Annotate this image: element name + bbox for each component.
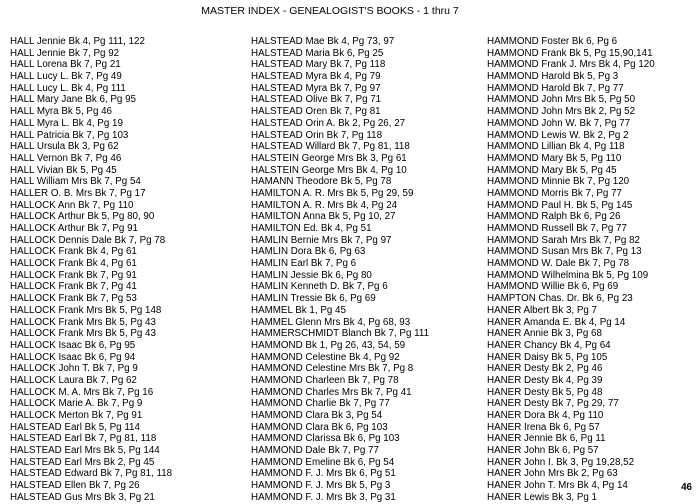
index-entry: HALSTEAD Earl Mrs Bk 2, Pg 45	[10, 456, 155, 468]
index-entry: HALLOCK Marie A. Bk 7, Pg 9	[10, 398, 143, 410]
index-entry: HAMMOND Clara Bk 6, Pg 103	[251, 421, 388, 433]
index-entry: HALSTEAD Gus Mrs Bk 3, Pg 21	[10, 491, 155, 503]
index-entry: HAMMOND Frank Bk 5, Pg 15,90,141	[487, 47, 653, 59]
index-column-3	[487, 36, 655, 504]
index-entry: HAMMOND Lillian Bk 4, Pg 118	[487, 141, 625, 153]
index-entry: HALL Lorena Bk 7, Pg 21	[10, 59, 121, 71]
index-entry: HAMMOND Paul H. Bk 5, Pg 145	[487, 199, 633, 211]
index-entry: HAMMOND Russell Bk 7, Pg 77	[487, 223, 627, 234]
page-number: 46	[681, 482, 692, 493]
index-entry: HAMMOND Mary Bk 5, Pg 110	[487, 152, 622, 164]
index-entry: HALLOCK Frank Bk 4, Pg 61	[10, 246, 137, 258]
index-entry: HALLOCK Frank Bk 7, Pg 91	[10, 269, 137, 281]
index-entry: HANER John I. Bk 3, Pg 19,28,52	[487, 456, 635, 468]
index-entry: HAMMOND Ralph Bk 6, Pg 26	[487, 211, 621, 223]
index-entry: HAMMOND Foster Bk 6, Pg 6	[487, 36, 618, 47]
index-entry: HAMMOND John W. Bk 7, Pg 77	[487, 117, 631, 129]
index-entry: HALSTEIN George Mrs Bk 3, Pg 61	[251, 152, 407, 164]
index-entry: HAMMERSCHMIDT Blanch Bk 7, Pg 111	[251, 328, 430, 340]
index-entry: HALSTEAD Myra Bk 4, Pg 79	[251, 71, 381, 83]
index-entry: HAMMOND Mary Bk 5, Pg 45	[487, 164, 617, 176]
index-entry: HALSTEAD Orin Bk 7, Pg 118	[251, 129, 383, 141]
index-entry: HAMMOND Charlie Bk 7, Pg 77	[251, 398, 390, 410]
index-entry: HAMLIN Kenneth D. Bk 7, Pg 6	[251, 281, 388, 293]
index-entry: HALLOCK Frank Mrs Bk 5, Pg 148	[10, 304, 162, 316]
index-entry: HAMLIN Bernie Mrs Bk 7, Pg 97	[251, 234, 392, 246]
index-entry: HAMMOND Celestine Bk 4, Pg 92	[251, 351, 400, 363]
index-entry: HALLOCK Frank Mrs Bk 5, Pg 43	[10, 328, 156, 340]
index-entry: HANER Jennie Bk 6, Pg 11	[487, 433, 606, 445]
index-entry: HANER Annie Bk 3, Pg 68	[487, 328, 602, 340]
index-entry: HAMMOND W. Dale Bk 7, Pg 78	[487, 258, 630, 270]
index-entry: HALL Lucy L. Bk 7, Pg 49	[10, 71, 122, 83]
index-entry: HAMMOND Dale Bk 7, Pg 77	[251, 445, 379, 457]
index-column-2	[251, 36, 429, 504]
index-entry: HALL Vivian Bk 5, Pg 45	[10, 164, 117, 176]
index-entry: HALLOCK Arthur Bk 7, Pg 91	[10, 223, 138, 234]
index-entry: HANER John Mrs Bk 2, Pg 63	[487, 468, 618, 480]
index-entry: HALSTEAD Earl Bk 7, Pg 81, 118	[10, 433, 157, 445]
index-entry: HALLOCK Arthur Bk 5, Pg 80, 90	[10, 211, 155, 223]
index-entry: HALSTEAD Earl Bk 5, Pg 114	[10, 421, 140, 433]
index-entry: HANER Lewis Bk 3, Pg 1	[487, 491, 597, 503]
index-entry: HALSTEAD Oren Bk 7, Pg 81	[251, 106, 381, 118]
index-entry: HAMMOND F. J. Mrs Bk 6, Pg 51	[251, 468, 396, 480]
index-entry: HALL Mary Jane Bk 6, Pg 95	[10, 94, 136, 106]
index-entry: HALL Myra L. Bk 4, Pg 19	[10, 117, 123, 129]
index-entry: HAMMOND Morris Bk 7, Pg 77	[487, 187, 623, 199]
index-entry: HALLOCK Dennis Dale Bk 7, Pg 78	[10, 234, 166, 246]
index-entry: HALSTEAD Maria Bk 6, Pg 25	[251, 47, 384, 59]
index-entry: HALLOCK Frank Bk 4, Pg 61	[10, 258, 137, 270]
index-entry: HANER Desty Bk 2, Pg 46	[487, 363, 603, 375]
index-entry: HALLOCK Isaac Bk 6, Pg 95	[10, 339, 136, 351]
index-entry: HANER John T. Mrs Bk 4, Pg 14	[487, 480, 628, 492]
index-entry: HALL Ursula Bk 3, Pg 62	[10, 141, 119, 153]
index-entry: HANER Irena Bk 6, Pg 57	[487, 421, 600, 433]
index-entry: HANER Amanda E. Bk 4, Pg 14	[487, 316, 626, 328]
index-entry: HALLOCK Ann Bk 7, Pg 110	[10, 199, 134, 211]
index-entry: HANER Chancy Bk 4, Pg 64	[487, 339, 611, 351]
index-entry: HALLOCK Frank Bk 7, Pg 41	[10, 281, 137, 293]
index-entry: HAMMOND Emeline Bk 6, Pg 54	[251, 456, 395, 468]
index-entry: HANER Dora Bk 4, Pg 110	[487, 410, 604, 421]
index-entry: HAMMOND Frank J. Mrs Bk 4, Pg 120	[487, 59, 655, 71]
index-entry: HAMLIN Dora Bk 6, Pg 63	[251, 246, 366, 258]
index-entry: HAMMOND Wilhelmina Bk 5, Pg 109	[487, 269, 649, 281]
index-entry: HAMMOND Charleen Bk 7, Pg 78	[251, 374, 399, 386]
index-entry: HALLOCK Isaac Bk 6, Pg 94	[10, 351, 136, 363]
index-entry: HAMMOND John Mrs Bk 5, Pg 50	[487, 94, 636, 106]
index-entry: HAMMEL Bk 1, Pg 45	[251, 304, 346, 316]
index-entry: HAMMOND Clarissa Bk 6, Pg 103	[251, 433, 400, 445]
index-entry: HAMMOND Harold Bk 5, Pg 3	[487, 71, 619, 83]
index-entry: HAMMOND F. J. Mrs Bk 3, Pg 31	[251, 491, 396, 503]
index-entry: HAMMOND John Mrs Bk 2, Pg 52	[487, 106, 636, 118]
index-entry: HAMILTON A. R. Mrs Bk 4, Pg 24	[251, 199, 398, 211]
index-entry: HAMMOND Celestine Mrs Bk 7, Pg 8	[251, 363, 414, 375]
index-entry: HAMMOND Willie Bk 6, Pg 69	[487, 281, 619, 293]
index-entry: HALSTEAD Willard Bk 7, Pg 81, 118	[251, 141, 410, 153]
index-entry: HAMMEL Glenn Mrs Bk 4, Pg 68, 93	[251, 316, 411, 328]
index-entry: HANER John Bk 6, Pg 57	[487, 445, 599, 457]
index-entry: HAMLIN Earl Bk 7, Pg 6	[251, 258, 357, 270]
index-entry: HAMILTON Ed. Bk 4, Pg 51	[251, 223, 372, 234]
index-entry: HAMPTON Chas. Dr. Bk 6, Pg 23	[487, 293, 633, 305]
index-entry: HALSTEAD Edward Bk 7, Pg 81, 118	[10, 468, 173, 480]
index-entry: HAMMOND Sarah Mrs Bk 7, Pg 82	[487, 234, 640, 246]
index-entry: HALLOCK John T. Bk 7, Pg 9	[10, 363, 138, 375]
index-entry: HALSTEAD Orin A. Bk 2, Pg 26, 27	[251, 117, 406, 129]
index-entry: HANER Desty Bk 5, Pg 48	[487, 386, 603, 398]
index-entry: HAMMOND Bk 1, Pg 26, 43, 54, 59	[251, 339, 406, 351]
index-entry: HAMILTON A. R. Mrs Bk 5, Pg 29, 59	[251, 187, 414, 199]
index-entry: HALLOCK M. A. Mrs Bk 7, Pg 16	[10, 386, 154, 398]
index-entry: HAMLIN Jessie Bk 6, Pg 80	[251, 269, 372, 281]
index-entry: HALLOCK Merton Bk 7, Pg 91	[10, 410, 143, 421]
index-entry: HALLER O. B. Mrs Bk 7, Pg 17	[10, 187, 146, 199]
index-entry: HALL Lucy L. Bk 4, Pg 111	[10, 82, 126, 94]
index-entry: HAMMOND Minnie Bk 7, Pg 120	[487, 176, 630, 188]
index-entry: HANER Desty Bk 4, Pg 39	[487, 374, 603, 386]
index-column-1	[10, 36, 172, 504]
index-entry: HALL Jennie Bk 4, Pg 111, 122	[10, 36, 145, 47]
page-title: MASTER INDEX - GENEALOGIST'S BOOKS - 1 thru 7	[201, 5, 459, 17]
index-entry: HALL Patricia Bk 7, Pg 103	[10, 129, 129, 141]
index-entry: HAMMOND Charles Mrs Bk 7, Pg 41	[251, 386, 412, 398]
index-entry: HAMMOND Clara Bk 3, Pg 54	[251, 410, 383, 421]
index-entry: HANER Albert Bk 3, Pg 7	[487, 304, 597, 316]
index-entry: HAMANN Theodore Bk 5, Pg 78	[251, 176, 392, 188]
index-entry: HALLOCK Laura Bk 7, Pg 62	[10, 374, 137, 386]
index-entry: HAMMOND Harold Bk 7, Pg 77	[487, 82, 624, 94]
index-entry: HALL William Mrs Bk 7, Pg 54	[10, 176, 141, 188]
index-entry: HAMMOND F. J. Mrs Bk 5, Pg 3	[251, 480, 391, 492]
index-entry: HAMLIN Tressie Bk 6, Pg 69	[251, 293, 376, 305]
index-entry: HALLOCK Frank Mrs Bk 5, Pg 43	[10, 316, 156, 328]
index-entry: HALSTEAD Mary Bk 7, Pg 118	[251, 59, 386, 71]
index-entry: HALSTEAD Myra Bk 7, Pg 97	[251, 82, 381, 94]
index-entry: HALSTEAD Ellen Bk 7, Pg 26	[10, 480, 140, 492]
index-entry: HANER Daisy Bk 5, Pg 105	[487, 351, 608, 363]
index-entry: HALSTEAD Earl Mrs Bk 5, Pg 144	[10, 445, 160, 457]
index-entry: HALSTEAD Mae Bk 4, Pg 73, 97	[251, 36, 395, 47]
index-entry: HALL Vernon Bk 7, Pg 46	[10, 152, 122, 164]
index-entry: HALLOCK Frank Bk 7, Pg 53	[10, 293, 137, 305]
index-entry: HALSTEAD Olive Bk 7, Pg 71	[251, 94, 382, 106]
index-entry: HAMMOND Susan Mrs Bk 7, Pg 13	[487, 246, 642, 258]
index-entry: HAMILTON Anna Bk 5, Pg 10, 27	[251, 211, 396, 223]
index-entry: HALL Myra Bk 5, Pg 46	[10, 106, 113, 118]
index-entry: HANER Desty Bk 7, Pg 29, 77	[487, 398, 619, 410]
index-entry: HAMMOND Lewis W. Bk 2, Pg 2	[487, 129, 629, 141]
index-entry: HALSTEIN George Mrs Bk 4, Pg 10	[251, 164, 407, 176]
index-entry: HALL Jennie Bk 7, Pg 92	[10, 47, 120, 59]
